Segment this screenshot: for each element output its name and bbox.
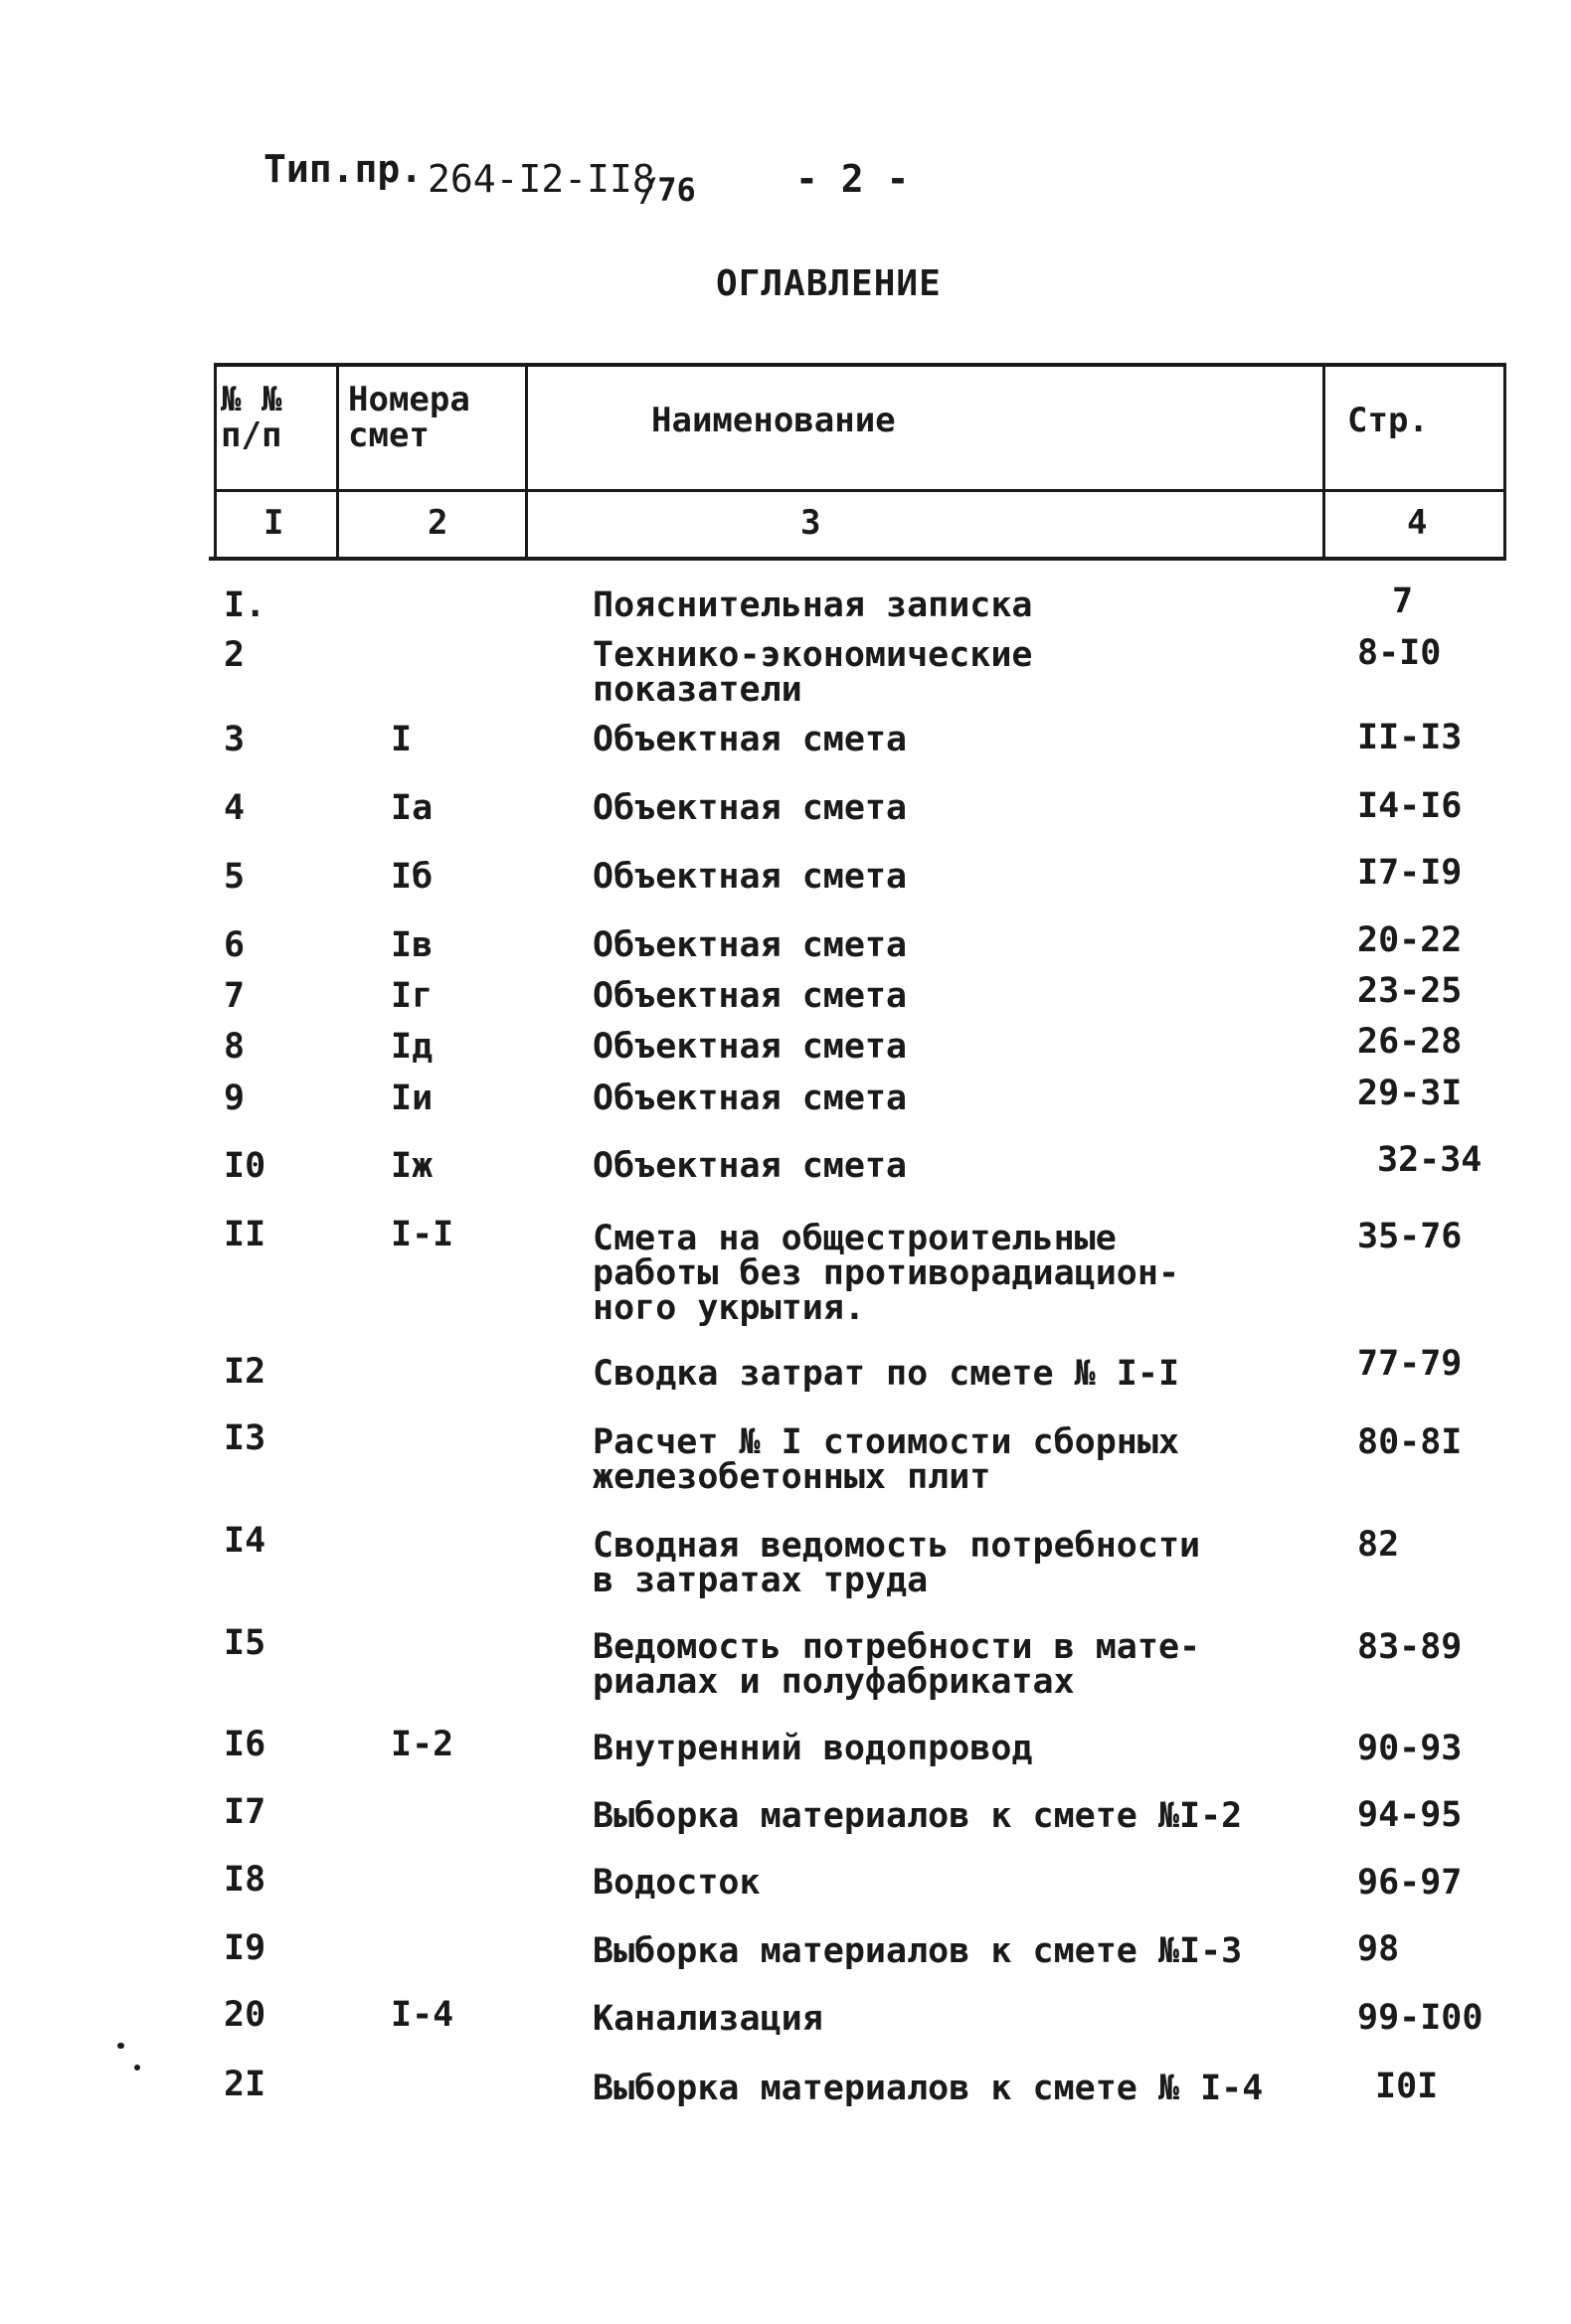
project-code: 264-I2-II8 (428, 157, 655, 201)
row-title: Пояснительная записка (593, 585, 1033, 625)
page-title: ОГЛАВЛЕНИЕ (716, 263, 942, 304)
row-pages: 90-93 (1357, 1729, 1463, 1768)
row-number: I0 (224, 1146, 266, 1186)
scan-speck (134, 2065, 140, 2071)
row-number: I3 (224, 1418, 266, 1458)
row-title: Объектная смета (593, 1027, 908, 1067)
row-title: Смета на общестроительные работы без противорадиацион- ного укрытия. (593, 1219, 1180, 1328)
row-pages: 80-8I (1357, 1422, 1463, 1462)
row-pages: I0I (1375, 2067, 1439, 2106)
row-estimate: Iж (391, 1146, 434, 1186)
row-title: Сводная ведомость потребности в затратах труда (593, 1526, 1201, 1600)
column-number-1: I (263, 503, 284, 543)
row-title: Объектная смета (593, 720, 908, 759)
row-title: Канализация (593, 1999, 823, 2039)
row-number: 2I (224, 2065, 266, 2104)
row-estimate: Iд (391, 1027, 434, 1067)
column-header-estimate: Номера смет (348, 380, 470, 455)
row-pages: 7 (1392, 581, 1414, 621)
row-pages: 98 (1357, 1929, 1400, 1969)
row-pages: 8-I0 (1357, 633, 1442, 673)
row-number: I6 (224, 1725, 266, 1764)
row-title: Выборка материалов к смете №I-2 (593, 1796, 1243, 1836)
row-title: Внутренний водопровод (593, 1729, 1033, 1768)
doc-type-label: Тип.пр. (263, 147, 424, 191)
row-title: Выборка материалов к смете № I-4 (593, 2069, 1264, 2108)
row-number: 7 (224, 976, 246, 1016)
column-header-page: Стр. (1347, 401, 1429, 440)
row-number: 3 (224, 720, 246, 759)
row-title: Объектная смета (593, 788, 908, 828)
row-estimate: I (391, 720, 413, 759)
row-number: II (224, 1215, 266, 1254)
row-pages: 77-79 (1357, 1344, 1463, 1384)
row-pages: 29-3I (1357, 1074, 1463, 1113)
row-pages: 35-76 (1357, 1217, 1463, 1256)
column-number-2: 2 (428, 503, 448, 543)
row-number: I9 (224, 1928, 266, 1968)
column-number-3: 3 (800, 503, 821, 543)
row-title: Расчет № I стоимости сборных железобетонных плит (593, 1422, 1180, 1497)
row-estimate: Iи (391, 1079, 434, 1118)
row-number: 5 (224, 857, 246, 897)
row-number: I4 (224, 1521, 266, 1561)
row-number: I5 (224, 1623, 266, 1663)
scan-speck (117, 2043, 124, 2049)
row-pages: 96-97 (1357, 1863, 1463, 1903)
row-pages: 83-89 (1357, 1627, 1463, 1667)
row-pages: 82 (1357, 1525, 1400, 1565)
row-number: 8 (224, 1027, 246, 1067)
row-title: Объектная смета (593, 976, 908, 1016)
row-number: 4 (224, 788, 246, 828)
row-number: I7 (224, 1792, 266, 1832)
row-pages: II-I3 (1357, 718, 1463, 757)
row-title: Сводка затрат по смете № I-I (593, 1354, 1180, 1394)
row-estimate: Iв (391, 925, 434, 965)
row-number: I8 (224, 1860, 266, 1900)
row-estimate: I-2 (391, 1725, 454, 1764)
row-number: 9 (224, 1079, 246, 1118)
row-pages: 20-22 (1357, 920, 1463, 960)
row-number: 20 (224, 1995, 266, 2035)
column-header-num: № № п/п (221, 380, 282, 455)
row-title: Выборка материалов к смете №I-3 (593, 1931, 1243, 1971)
page-number: - 2 - (795, 157, 910, 201)
row-title: Объектная смета (593, 925, 908, 965)
row-pages: I7-I9 (1357, 853, 1463, 893)
row-title: Водосток (593, 1863, 761, 1903)
row-pages: 23-25 (1357, 971, 1463, 1011)
row-title: Технико-экономические показатели (593, 635, 1033, 710)
column-number-4: 4 (1407, 503, 1428, 543)
row-pages: 26-28 (1357, 1022, 1463, 1062)
row-title: Ведомость потребности в мате- риалах и полуфабрикатах (593, 1627, 1201, 1702)
row-pages: 99-I00 (1357, 1998, 1484, 2038)
project-year: /76 (638, 171, 696, 209)
row-estimate: I-4 (391, 1995, 454, 2035)
row-pages: I4-I6 (1357, 786, 1463, 826)
row-title: Объектная смета (593, 857, 908, 897)
column-header-name: Наименование (651, 401, 896, 440)
row-pages: 94-95 (1357, 1795, 1463, 1835)
row-title: Объектная смета (593, 1079, 908, 1118)
row-estimate: Iб (391, 857, 434, 897)
row-title: Объектная смета (593, 1146, 908, 1186)
row-estimate: I-I (391, 1215, 454, 1254)
row-estimate: Iа (391, 788, 434, 828)
row-number: I2 (224, 1352, 266, 1392)
row-number: I. (224, 585, 266, 625)
row-number: 6 (224, 925, 246, 965)
row-number: 2 (224, 635, 246, 675)
row-pages: 32-34 (1377, 1140, 1483, 1180)
row-estimate: Iг (391, 976, 434, 1016)
